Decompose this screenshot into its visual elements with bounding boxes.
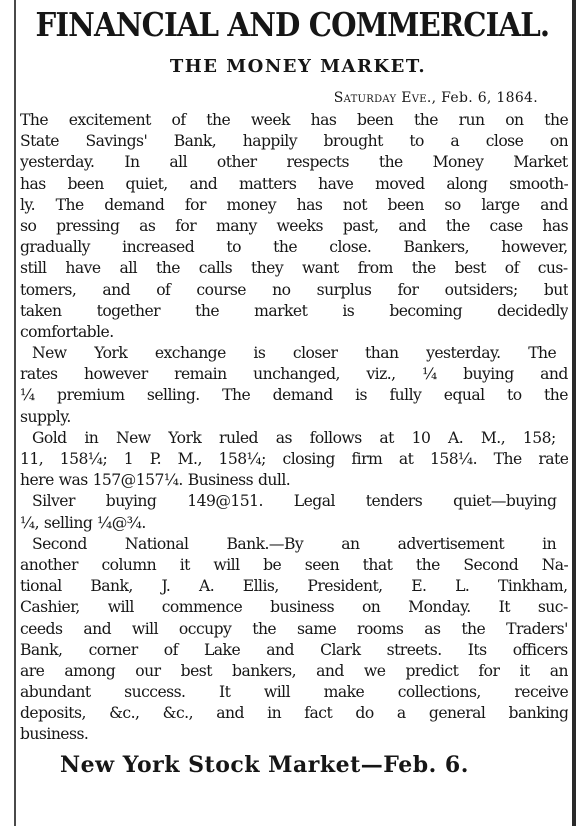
text-line: yesterday. In all other respects the Money Market [20,153,568,172]
text-line: ¼, selling ¼@¾. [20,513,146,532]
text-line: tomers, and of course no surplus for outsiders; but [20,280,568,299]
text-line: deposits, &c., &c., and in fact do a general banking [20,704,568,723]
text-line: another column it will be seen that the Second Na- [20,555,568,574]
article-paragraph [18,491,568,533]
text-line: so pressing as for many weeks past, and the case has [20,216,568,235]
column-rule-left [14,0,16,826]
text-line: here was 157@157¼. Business dull. [20,471,291,490]
text-line: business. [20,725,89,744]
text-line: ceeds and will occupy the same rooms as the Traders' [20,619,568,638]
text-line: Silver buying 149@151. Legal tenders quiet—buying [32,492,557,511]
text-line: are among our best bankers, and we predict for it an [20,661,568,680]
text-line: Cashier, will commence business on Monday. It suc- [20,598,568,617]
text-line: Bank, corner of Lake and Clark streets. Its officers [20,640,568,659]
text-line: ly. The demand for money has not been so large and [20,195,568,214]
article-paragraph [18,343,568,428]
newspaper-column [18,0,568,826]
text-line: State Savings' Bank, happily brought to a close on [20,132,568,151]
text-line: Second National Bank.—By an advertisement in [32,534,557,553]
section-headline: FINANCIAL AND COMMERCIAL. [35,5,550,44]
dateline-day: Saturday Eve., [333,90,437,106]
text-line: gradually increased to the close. Bankers, however, [20,238,568,257]
next-section-heading: New York Stock Market—Feb. 6. [60,751,469,778]
article-title: THE MONEY MARKET. [169,56,427,77]
article-paragraph [18,428,568,492]
text-line: ¼ premium selling. The demand is fully equal to the [20,386,568,405]
article-paragraph [18,534,568,746]
dateline-date: Feb. 6, 1864. [441,90,538,106]
text-line: New York exchange is closer than yesterday. The [32,344,557,363]
text-line: abundant success. It will make collections, receive [20,683,568,702]
text-line: has been quiet, and matters have moved along smooth- [20,174,568,193]
text-line: 11, 158¼; 1 P. M., 158¼; closing firm at 158¼. The rate [20,450,568,468]
text-line: taken together the market is becoming decidedly [20,301,568,320]
text-line: The excitement of the week has been the run on the [20,111,568,129]
text-line: still have all the calls they want from the best of cus- [20,259,568,278]
text-line: Gold in New York ruled as follows at 10 A. M., 158; [32,428,556,447]
text-line: rates however remain unchanged, viz., ¼ buying and [20,365,568,384]
dateline [18,86,568,110]
text-line: supply. [20,407,71,426]
article-paragraph [18,110,568,343]
column-rule-right [572,0,576,826]
text-line: tional Bank, J. A. Ellis, President, E. L. Tinkham, [20,577,568,596]
text-line: comfortable. [20,322,114,341]
article-body [18,110,568,746]
